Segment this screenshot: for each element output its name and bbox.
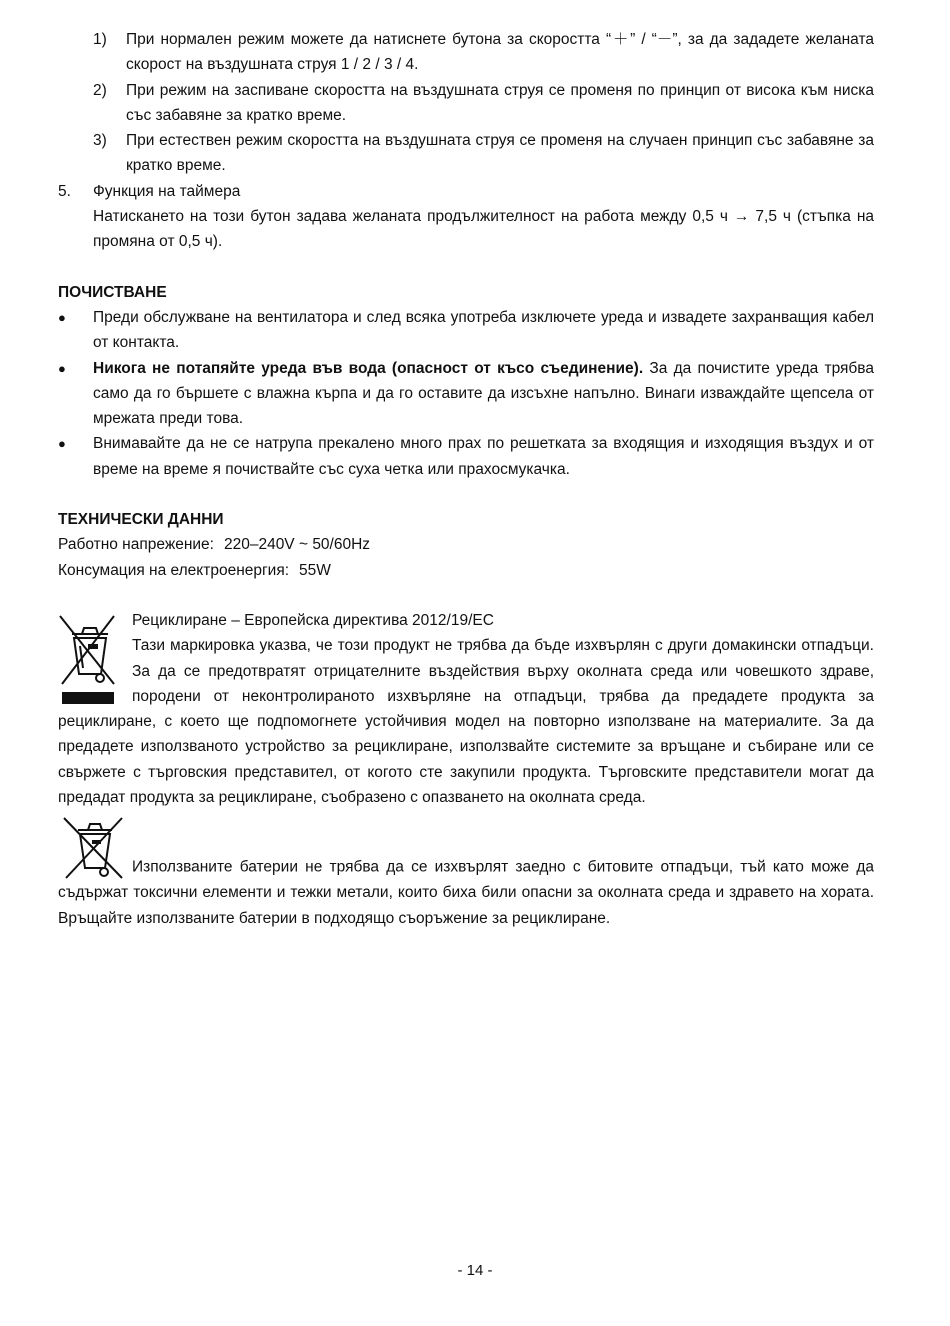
batteries-text: Използваните батерии не трябва да се изхвърлят заедно с битовите отпадъци, тъй като може да съдържат токсични елементи и тежки метали, които биха били опасни за околната среда и здравето на хората. Връщайте използваните батерии в подходящо съоръжение за рециклиране.	[58, 859, 874, 927]
spec-label: Работно напрежение:	[58, 536, 214, 554]
cleaning-item-3	[58, 431, 874, 482]
list-number: 2)	[93, 81, 107, 99]
cleaning-item-1	[58, 305, 874, 356]
bullet: ●	[58, 309, 66, 325]
cleaning-text: Преди обслужване на вентилатора и след всяка употреба изключете уреда и извадете захранващия кабел от контакта.	[93, 308, 874, 352]
timer-text: Натискането на този бутон задава желаната продължителност на работа между 0,5 ч → 7,5 ч (стъпка на промяна от 0,5 ч).	[93, 208, 874, 251]
document-page	[58, 27, 874, 931]
speed-item-3	[58, 128, 874, 179]
spec-power	[58, 558, 874, 583]
speed-item-2	[58, 78, 874, 129]
spec-value: 220–240V ~ 50/60Hz	[223, 536, 371, 554]
spec-value: 55W	[299, 561, 331, 579]
batteries-section	[58, 816, 874, 931]
page-number: - 14 -	[457, 1262, 493, 1279]
cleaning-heading: ПОЧИСТВАНЕ	[58, 283, 167, 301]
list-number: 3)	[93, 132, 107, 150]
warning-text: Никога не потапяйте уреда във вода (опасност от късо съединение).	[93, 359, 644, 377]
cleaning-item-2	[58, 356, 874, 432]
timer-section	[58, 179, 874, 255]
cleaning-text: За да почистите уреда трябва само да го бършете с влажна кърпа и да го оставите да изсъхне напълно. Винаги изваждайте щепсела от мрежата преди това.	[93, 359, 874, 428]
spec-voltage	[58, 532, 874, 557]
list-item-text: При нормален режим можете да натиснете бутона за скоростта “＋” / “－”, за да зададете желаната скорост на въздушната струя 1 / 2 / 3 / 4.	[126, 31, 874, 74]
tech-heading: ТЕХНИЧЕСКИ ДАННИ	[58, 511, 224, 529]
crossed-out-wheelie-bin-icon	[58, 612, 118, 707]
recycling-title: Рециклиране – Европейска директива 2012/19/EC	[132, 611, 494, 629]
cleaning-text: Внимавайте да не се натрупа прекалено много прах по решетката за входящия и изходящия въздух и от време на време я почиствайте със суха четка или прахосмукачка.	[93, 435, 874, 478]
spec-label: Консумация на електроенергия:	[58, 561, 290, 579]
list-number: 1)	[93, 31, 107, 48]
recycling-section	[58, 608, 874, 810]
bullet: ●	[58, 436, 66, 452]
crossed-out-wheelie-bin-icon	[60, 816, 124, 880]
list-item-text: При режим на заспиване скоростта на въздушната струя се променя по принцип от висока към ниска със забавяне за кратко време.	[126, 81, 874, 124]
timer-title: Функция на таймера	[93, 182, 241, 200]
section-number: 5.	[58, 182, 71, 200]
bullet: ●	[58, 360, 66, 376]
recycling-text: Тази маркировка указва, че този продукт не трябва да бъде изхвърлян с други домакински отпадъци. За да се предотвратят отрицателните въздействия върху околната среда или човешкото здраве, породени от неконтролираното изхвърляне на отпадъци, трябва да предадете продукта за рециклиране, с което ще подпомогнете устойчивия модел на повторно използване на материалите. За да предадете използваното устройство за рециклиране, използвайте системите за връщане и събиране или се свържете с търговския представител, от когото сте закупили продукта. Търговските представители могат да предадат продукта за рециклиране, съобразено с опазването на околната среда.	[58, 637, 874, 807]
speed-item-1	[58, 27, 874, 78]
list-item-text: При естествен режим скоростта на въздушната струя се променя на случаен принцип със забавяне за кратко време.	[126, 132, 874, 175]
